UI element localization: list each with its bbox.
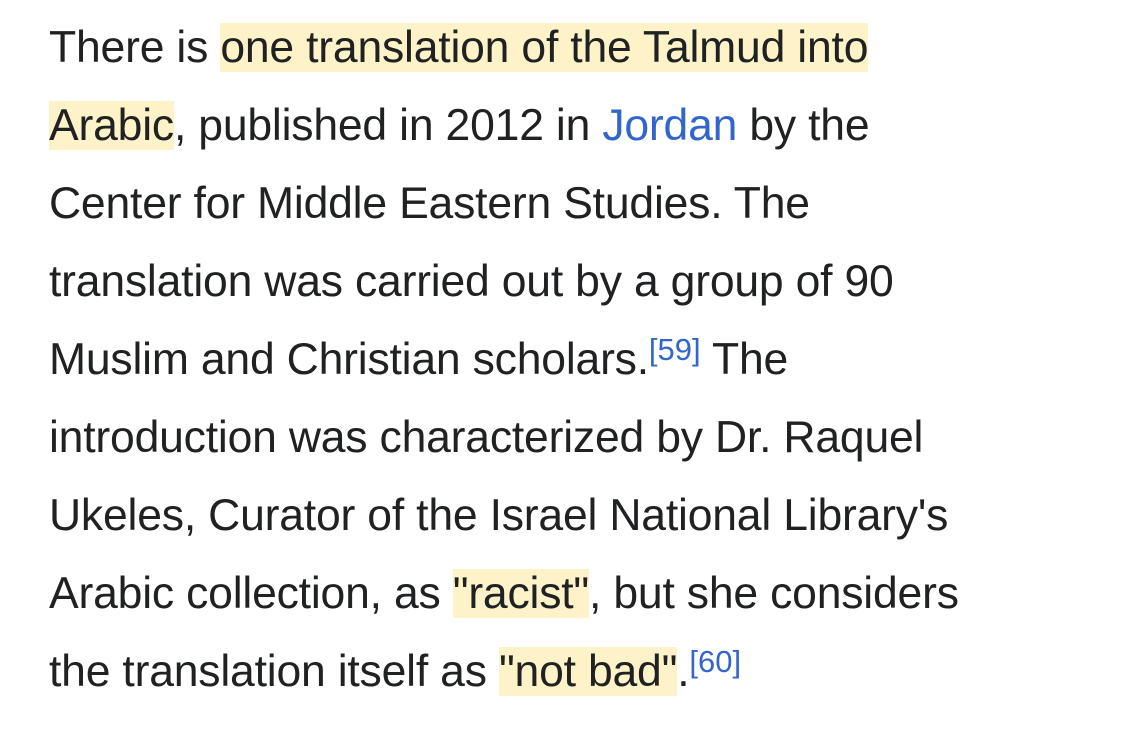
highlighted-text[interactable]: "not bad"	[498, 647, 678, 696]
text-segment: Ukeles, Curator of the Israel National Library's	[49, 491, 949, 540]
text-segment: translation was carried out by a group of 90	[49, 257, 894, 306]
text-segment: , but she considers	[589, 569, 959, 618]
text-segment: The	[700, 335, 789, 384]
paragraph-line-1	[49, 9, 1089, 87]
jordan-link[interactable]: Jordan	[602, 101, 738, 150]
article-paragraph	[49, 9, 1089, 711]
text-segment: the translation itself as	[49, 647, 499, 696]
citation-60-link[interactable]: [60]	[689, 644, 742, 679]
paragraph-line-7	[49, 477, 1089, 555]
text-segment: Muslim and Christian scholars.	[49, 335, 649, 384]
highlighted-text[interactable]: one translation of the Talmud into	[220, 23, 869, 72]
paragraph-line-2	[49, 87, 1089, 165]
text-segment: by the	[737, 101, 870, 150]
text-segment: Arabic collection, as	[49, 569, 453, 618]
paragraph-line-4	[49, 243, 1089, 321]
text-segment: There is	[49, 23, 221, 72]
highlighted-text[interactable]: "racist"	[452, 569, 590, 618]
paragraph-line-3	[49, 165, 1089, 243]
paragraph-line-5	[49, 321, 1089, 399]
highlighted-text[interactable]: Arabic	[49, 101, 174, 150]
text-segment: , published in 2012 in	[173, 101, 603, 150]
citation-59-link[interactable]: [59]	[648, 332, 701, 367]
paragraph-line-8	[49, 555, 1089, 633]
text-segment: Center for Middle Eastern Studies. The	[49, 179, 810, 228]
paragraph-line-6	[49, 399, 1089, 477]
text-segment: introduction was characterized by Dr. Raquel	[49, 413, 924, 462]
text-segment: .	[677, 647, 690, 696]
paragraph-line-9	[49, 633, 1089, 711]
